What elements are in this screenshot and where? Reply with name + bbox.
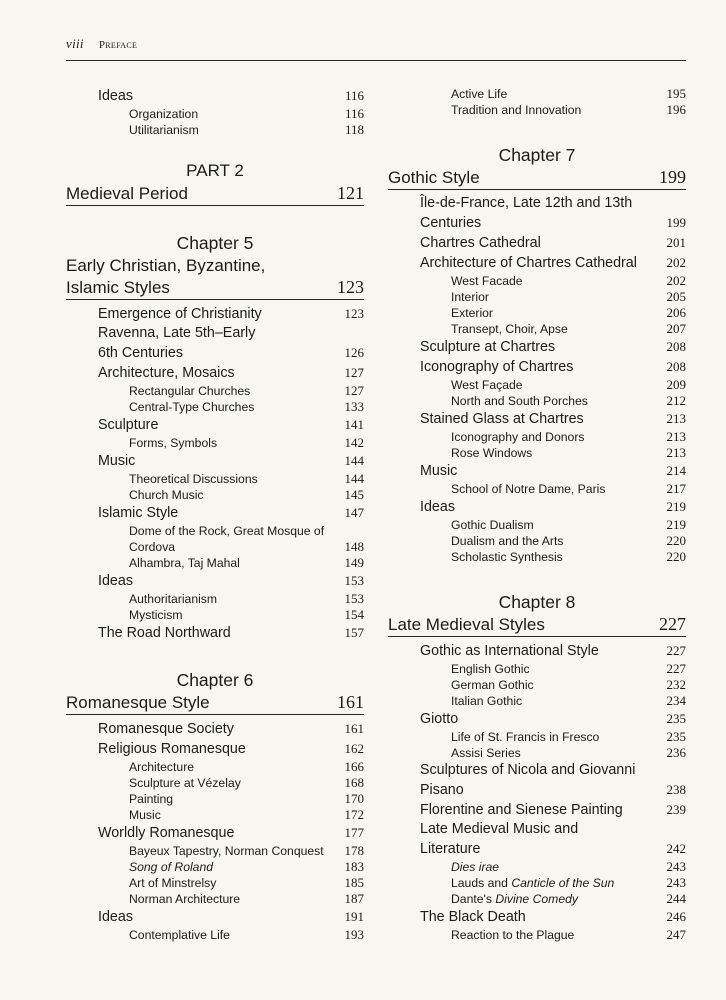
toc-entry-page: 208 (666, 339, 686, 354)
page-number-roman: viii (66, 36, 84, 51)
chapter6-page: 161 (337, 692, 364, 712)
chapter8-label: Chapter 8 (498, 592, 576, 612)
toc-entry-label: Alhambra, Taj Mahal (129, 556, 240, 570)
running-title: Preface (98, 39, 138, 51)
toc-entry-label: West Facade (451, 274, 523, 288)
toc-entry (129, 383, 364, 399)
toc-entry-label: Central-Type Churches (129, 400, 255, 414)
toc-entry-label: The Road Northward (98, 625, 231, 641)
toc-entry (451, 445, 686, 461)
toc-entry-label: The Black Death (420, 909, 526, 925)
toc-entry (129, 775, 364, 791)
chapter8-page: 227 (659, 614, 686, 634)
toc-entry-page: 209 (666, 377, 686, 392)
toc-entry (451, 891, 686, 907)
toc-entry (98, 343, 364, 363)
toc-entry-label: Art of Minstrelsy (129, 876, 217, 890)
toc-entry-page: 227 (666, 643, 686, 658)
toc-entry-page: 123 (344, 306, 364, 321)
chapter8-title-row (388, 614, 686, 637)
toc-entry (451, 305, 686, 321)
toc-entry (129, 555, 364, 571)
toc-entry-page: 172 (344, 807, 364, 822)
toc-entry-label: Worldly Romanesque (98, 825, 235, 841)
part-label: PART 2 (186, 161, 244, 180)
toc-entry-page: 162 (344, 741, 364, 756)
toc-entry-page: 236 (666, 745, 686, 760)
chapter5-title-row (66, 277, 364, 300)
toc-entry-page: 187 (344, 891, 364, 906)
toc-entry-label: Music (98, 453, 136, 469)
toc-entry-label: Active Life (451, 87, 508, 101)
chapter7-entries (388, 194, 686, 565)
chapter7-title-row (388, 167, 686, 190)
toc-entry-page: 195 (666, 86, 686, 101)
toc-entry-label: Scholastic Synthesis (451, 550, 563, 564)
toc-entry-label: Emergence of Christianity (98, 306, 262, 322)
toc-entry-page: 142 (344, 435, 364, 450)
toc-entry (129, 859, 364, 875)
toc-entry-page: 247 (666, 927, 686, 942)
toc-entry (420, 709, 686, 729)
chapter5-entries (66, 304, 364, 643)
chapter5-label: Chapter 5 (176, 233, 254, 253)
toc-entry-label: West Façade (451, 378, 523, 392)
toc-entry (451, 661, 686, 677)
toc-entry-label: Giotto (420, 711, 459, 727)
toc-entry (420, 337, 686, 357)
toc-entry (451, 859, 686, 875)
toc-entry-label: Exterior (451, 306, 493, 320)
toc-entry-page: 232 (666, 677, 686, 692)
toc-entry-label: Gothic as International Style (420, 643, 599, 659)
toc-entry (451, 927, 686, 943)
toc-entry-label: Interior (451, 290, 489, 304)
toc-entry (420, 497, 686, 517)
toc-entry-label: Architecture of Chartres Cathedral (420, 255, 637, 271)
toc-entry-page: 126 (344, 345, 364, 360)
toc-entry (451, 875, 686, 891)
chapter5-title-line2: Islamic Styles (66, 278, 170, 297)
toc-entry-page: 217 (666, 481, 686, 496)
toc-entry-label: Ideas (420, 499, 455, 515)
toc-entry-label: Architecture, Mosaics (98, 365, 235, 381)
toc-entry-page: 220 (666, 533, 686, 548)
toc-entry-page: 148 (344, 539, 364, 554)
toc-entry-label: Sculpture at Vézelay (129, 776, 241, 790)
toc-entry-label: Stained Glass at Chartres (420, 411, 584, 427)
toc-entry-label: Iconography of Chartres (420, 359, 574, 375)
toc-entry-page: 153 (344, 591, 364, 606)
toc-entry-label: German Gothic (451, 678, 534, 692)
toc-entry-page: 243 (666, 859, 686, 874)
toc-entry (129, 523, 364, 539)
toc-entry (451, 273, 686, 289)
toc-entry-page: 246 (666, 909, 686, 924)
toc-entry (451, 393, 686, 409)
toc-entry (129, 759, 364, 775)
header-rule (66, 60, 686, 61)
toc-entry-page: 145 (344, 487, 364, 502)
toc-entry-page: 207 (666, 321, 686, 336)
toc-entry-label: Dome of the Rock, Great Mosque of (129, 524, 325, 538)
toc-entry (98, 719, 364, 739)
chapter5-page: 123 (337, 277, 364, 297)
toc-entry-label: Painting (129, 792, 174, 806)
toc-entry (451, 86, 686, 102)
toc-entry (420, 461, 686, 481)
toc-entry-page: 116 (344, 88, 364, 103)
running-header (66, 36, 686, 52)
toc-entry-page: 170 (344, 791, 364, 806)
toc-entry-label: Church Music (129, 488, 204, 502)
toc-entry-page: 118 (344, 122, 364, 137)
toc-entry-label: Contemplative Life (129, 928, 230, 942)
toc-entry (420, 233, 686, 253)
toc-entry-page: 212 (666, 393, 686, 408)
chapter6-title-row (66, 692, 364, 715)
toc-entry-page: 219 (666, 499, 686, 514)
toc-entry (98, 415, 364, 435)
toc-entry-label: Authoritarianism (129, 592, 218, 606)
toc-entry-page: 153 (344, 573, 364, 588)
toc-entry-label (451, 891, 578, 907)
toc-entry-page: 168 (344, 775, 364, 790)
toc-entry (420, 820, 686, 839)
toc-entry (129, 487, 364, 503)
toc-entry (420, 194, 686, 213)
toc-entry-page: 213 (666, 411, 686, 426)
toc-entry-label: English Gothic (451, 662, 530, 676)
toc-entry (451, 677, 686, 693)
toc-entry-page: 242 (666, 841, 686, 856)
toc-right-column (388, 86, 686, 943)
chapter7-title: Gothic Style (388, 168, 480, 187)
toc-entry (420, 761, 686, 780)
toc-entry-label: Ravenna, Late 5th–Early (98, 325, 256, 341)
toc-entry (129, 435, 364, 451)
toc-entry-label: Music (420, 463, 458, 479)
toc-entry-label: North and South Porches (451, 394, 588, 408)
toc-entry (451, 745, 686, 761)
toc-entry (451, 289, 686, 305)
toc-entry (98, 86, 364, 106)
toc-entry-page: 208 (666, 359, 686, 374)
toc-entry-label: Sculpture (98, 417, 159, 433)
toc-entry (451, 321, 686, 337)
toc-entry (129, 399, 364, 415)
toc-entry (420, 213, 686, 233)
toc-entry-label: Song of Roland (129, 860, 214, 874)
toc-entry-page: 183 (344, 859, 364, 874)
toc-entry (129, 106, 364, 122)
toc-entry-page: 213 (666, 429, 686, 444)
toc-entry-page: 133 (344, 399, 364, 414)
toc-entry-label: Literature (420, 841, 481, 857)
toc-entry (98, 363, 364, 383)
toc-entry (98, 623, 364, 643)
toc-entry (451, 517, 686, 533)
toc-entry-page: 144 (344, 471, 364, 486)
toc-entry-page: 144 (344, 453, 364, 468)
toc-entry (98, 324, 364, 343)
toc-entry-label: 6th Centuries (98, 345, 184, 361)
toc-entry (420, 907, 686, 927)
toc-entry-label: Late Medieval Music and (420, 821, 579, 837)
toc-entry (420, 839, 686, 859)
toc-entry-page: 154 (344, 607, 364, 622)
toc-entry-label: Sculptures of Nicola and Giovanni (420, 762, 636, 778)
toc-entry-page: 127 (344, 383, 364, 398)
chapter7-page: 199 (659, 167, 686, 187)
toc-entry-label-part: Divine Comedy (495, 892, 578, 906)
toc-entry (451, 481, 686, 497)
toc-entry-label: Rose Windows (451, 446, 533, 460)
toc-entry-page: 177 (344, 825, 364, 840)
toc-entry-page: 235 (666, 729, 686, 744)
toc-entry-label: Centuries (420, 215, 482, 231)
toc-entry (451, 693, 686, 709)
toc-entry-label: School of Notre Dame, Paris (451, 482, 606, 496)
toc-entry-page: 116 (344, 106, 364, 121)
toc-entry-label: Life of St. Francis in Fresco (451, 730, 600, 744)
chapter7-label: Chapter 7 (498, 145, 576, 165)
toc-entry-label: Forms, Symbols (129, 436, 218, 450)
toc-entry (129, 891, 364, 907)
toc-entry-label: Pisano (420, 782, 464, 798)
toc-entry-label: Reaction to the Plague (451, 928, 575, 942)
toc-entry-label: Romanesque Society (98, 721, 234, 737)
chapter6-entries (66, 719, 364, 943)
toc-entry-page: 238 (666, 782, 686, 797)
toc-entry (98, 451, 364, 471)
toc-entry-label-part: Dante's (451, 892, 496, 906)
toc-entry-page: 234 (666, 693, 686, 708)
toc-entry (451, 102, 686, 118)
toc-entry (420, 409, 686, 429)
toc-entry-label: Music (129, 808, 161, 822)
toc-entry-label: Mysticism (129, 608, 183, 622)
toc-entry (451, 377, 686, 393)
part-page: 121 (337, 183, 364, 203)
toc-entry (129, 791, 364, 807)
toc-entry-label-part: Canticle of the Sun (511, 876, 615, 890)
chapter8-title: Late Medieval Styles (388, 615, 545, 634)
toc-entry (451, 729, 686, 745)
toc-entry-page: 161 (344, 721, 364, 736)
toc-entry (129, 927, 364, 943)
toc-entry-label: Transept, Choir, Apse (451, 322, 568, 336)
toc-entry (129, 875, 364, 891)
toc-entry-page: 227 (666, 661, 686, 676)
toc-entry (98, 503, 364, 523)
left-top-entries (66, 86, 364, 138)
toc-entry-page: 202 (666, 273, 686, 288)
toc-entry-page: 166 (344, 759, 364, 774)
chapter5-title-line1: Early Christian, Byzantine, (66, 256, 266, 275)
toc-entry (129, 122, 364, 138)
toc-entry-page: 127 (344, 365, 364, 380)
toc-entry-label: Iconography and Donors (451, 430, 585, 444)
toc-entry (98, 739, 364, 759)
toc-entry-label: Sculpture at Chartres (420, 339, 556, 355)
toc-entry-page: 220 (666, 549, 686, 564)
toc-entry (129, 591, 364, 607)
toc-entry (451, 429, 686, 445)
toc-entry-label-part: Lauds and (451, 876, 512, 890)
toc-entry-label: Islamic Style (98, 505, 179, 521)
toc-entry (98, 907, 364, 927)
toc-entry (451, 533, 686, 549)
toc-entry-label: Île-de-France, Late 12th and 13th (420, 195, 633, 211)
toc-entry-page: 147 (344, 505, 364, 520)
chapter8-entries (388, 641, 686, 943)
toc-entry-page: 202 (666, 255, 686, 270)
toc-entry (420, 253, 686, 273)
right-top-entries (388, 86, 686, 118)
toc-left-column (66, 86, 364, 943)
toc-entry-label: Ideas (98, 909, 133, 925)
toc-entry-label: Cordova (129, 540, 176, 554)
toc-entry-page: 178 (344, 843, 364, 858)
chapter6-label: Chapter 6 (176, 670, 254, 690)
toc-entry (420, 357, 686, 377)
part-title: Medieval Period (66, 184, 188, 203)
toc-entry-label: Religious Romanesque (98, 741, 246, 757)
toc-entry-label: Norman Architecture (129, 892, 241, 906)
toc-entry (129, 607, 364, 623)
toc-entry-label: Rectangular Churches (129, 384, 251, 398)
toc-entry-page: 214 (666, 463, 686, 478)
toc-entry-page: 206 (666, 305, 686, 320)
toc-entry (98, 571, 364, 591)
toc-entry-page: 193 (344, 927, 364, 942)
toc-entry-label: Organization (129, 107, 199, 121)
part-title-row (66, 183, 364, 206)
toc-entry-label: Assisi Series (451, 746, 521, 760)
toc-entry-label: Ideas (98, 573, 133, 589)
toc-entry (98, 823, 364, 843)
toc-entry (451, 549, 686, 565)
toc-entry-label: Florentine and Sienese Painting (420, 802, 623, 818)
toc-entry (129, 539, 364, 555)
toc-entry-page: 239 (666, 802, 686, 817)
chapter6-title: Romanesque Style (66, 693, 210, 712)
toc-entry-page: 141 (344, 417, 364, 432)
toc-entry (420, 641, 686, 661)
toc-entry-page: 185 (344, 875, 364, 890)
toc-entry-label: Dualism and the Arts (451, 534, 564, 548)
toc-entry-label: Utilitarianism (129, 123, 199, 137)
toc-entry-label: Dies irae (451, 860, 500, 874)
toc-entry-page: 235 (666, 711, 686, 726)
toc-entry-label: Bayeux Tapestry, Norman Conquest (129, 844, 324, 858)
toc-entry-label: Theoretical Discussions (129, 472, 258, 486)
toc-entry (129, 807, 364, 823)
toc-entry-page: 149 (344, 555, 364, 570)
toc-entry-label: Chartres Cathedral (420, 235, 541, 251)
toc-entry-page: 213 (666, 445, 686, 460)
toc-entry-page: 244 (666, 891, 686, 906)
toc-entry-label: Gothic Dualism (451, 518, 534, 532)
toc-entry (98, 304, 364, 324)
toc-entry (129, 843, 364, 859)
toc-entry-page: 201 (666, 235, 686, 250)
toc-entry-page: 243 (666, 875, 686, 890)
toc-entry-label: Architecture (129, 760, 195, 774)
toc-entry (420, 780, 686, 800)
toc-entry-page: 196 (666, 102, 686, 117)
toc-entry-page: 205 (666, 289, 686, 304)
toc-entry-page: 157 (344, 625, 364, 640)
toc-entry-label: Italian Gothic (451, 694, 523, 708)
toc-entry-label: Tradition and Innovation (451, 103, 582, 117)
toc-entry-label: Ideas (98, 88, 133, 104)
toc-entry (420, 800, 686, 820)
toc-entry-page: 191 (344, 909, 364, 924)
toc-entry-page: 199 (666, 215, 686, 230)
toc-entry-label (451, 875, 614, 891)
toc-entry-page: 219 (666, 517, 686, 532)
toc-entry (129, 471, 364, 487)
